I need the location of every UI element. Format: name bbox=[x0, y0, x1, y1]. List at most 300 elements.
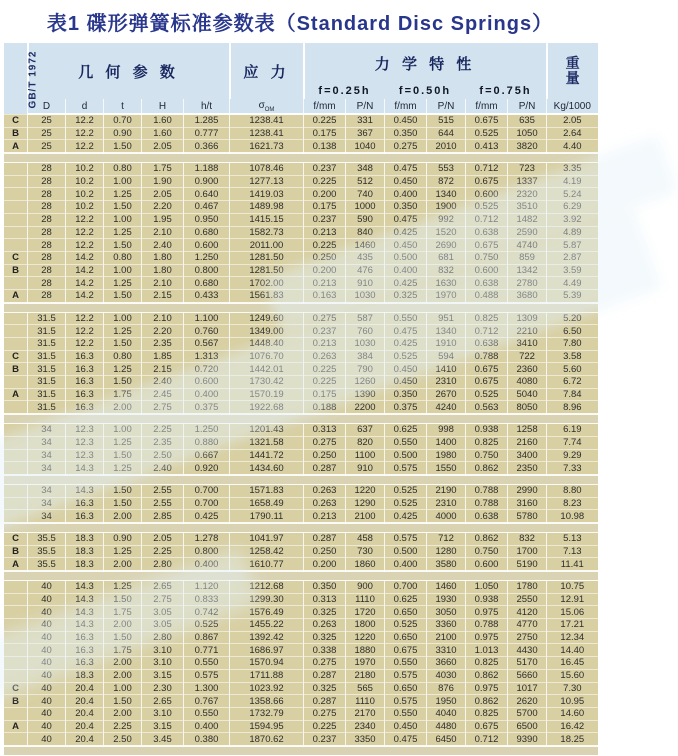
value-cell: 0.950 bbox=[184, 213, 230, 226]
value-cell: 590 bbox=[346, 213, 385, 226]
series-letter-cell: A bbox=[4, 558, 28, 571]
table-row bbox=[4, 449, 598, 462]
value-cell: 5190 bbox=[508, 558, 547, 571]
value-cell: 2550 bbox=[508, 593, 547, 606]
value-cell: 1790.11 bbox=[230, 510, 304, 523]
value-cell: 2990 bbox=[508, 484, 547, 497]
value-cell: 0.425 bbox=[385, 510, 427, 523]
value-cell: 0.550 bbox=[385, 657, 427, 670]
series-letter-cell: C bbox=[4, 251, 28, 264]
value-cell: 2.15 bbox=[142, 363, 184, 376]
value-cell: 2210 bbox=[508, 325, 547, 338]
value-cell: 1.300 bbox=[184, 682, 230, 695]
value-cell: 0.712 bbox=[466, 213, 508, 226]
value-cell: 20.4 bbox=[66, 707, 104, 720]
col-pn-3: P/N bbox=[508, 99, 547, 114]
value-cell: 0.675 bbox=[466, 720, 508, 733]
value-cell: 1.313 bbox=[184, 350, 230, 363]
value-cell: 840 bbox=[346, 226, 385, 239]
value-cell: 28 bbox=[28, 226, 66, 239]
value-cell: 0.760 bbox=[184, 325, 230, 338]
separator-row bbox=[4, 475, 598, 485]
value-cell: 1.285 bbox=[184, 114, 230, 127]
value-cell: 0.213 bbox=[304, 226, 346, 239]
value-cell: 1.100 bbox=[184, 312, 230, 325]
value-cell: 16.3 bbox=[66, 350, 104, 363]
value-cell: 1.75 bbox=[104, 606, 142, 619]
value-cell: 0.450 bbox=[385, 376, 427, 389]
value-cell: 1358.66 bbox=[230, 695, 304, 708]
value-cell: 0.975 bbox=[466, 682, 508, 695]
value-cell: 40 bbox=[28, 669, 66, 682]
value-cell: 2.40 bbox=[142, 462, 184, 475]
table-row bbox=[4, 388, 598, 401]
value-cell: 1582.73 bbox=[230, 226, 304, 239]
separator-cell bbox=[4, 303, 598, 313]
value-cell: 0.200 bbox=[304, 558, 346, 571]
value-cell: 1076.70 bbox=[230, 350, 304, 363]
value-cell: 31.5 bbox=[28, 350, 66, 363]
value-cell: 4120 bbox=[508, 606, 547, 619]
value-cell: 2.75 bbox=[142, 401, 184, 414]
value-cell: 2.05 bbox=[142, 140, 184, 153]
series-letter-cell bbox=[4, 312, 28, 325]
value-cell: 1.50 bbox=[104, 239, 142, 252]
value-cell: 3400 bbox=[508, 449, 547, 462]
value-cell: 7.74 bbox=[547, 436, 598, 449]
value-cell: 1.25 bbox=[104, 226, 142, 239]
value-cell: 2.40 bbox=[142, 239, 184, 252]
value-cell: 16.3 bbox=[66, 644, 104, 657]
separator-cell bbox=[4, 523, 598, 533]
value-cell: 12.2 bbox=[66, 213, 104, 226]
value-cell: 876 bbox=[427, 682, 466, 695]
value-cell: 2.55 bbox=[142, 497, 184, 510]
value-cell: 0.638 bbox=[466, 277, 508, 290]
value-cell: 0.450 bbox=[385, 720, 427, 733]
value-cell: 0.450 bbox=[385, 175, 427, 188]
value-cell: 2750 bbox=[508, 631, 547, 644]
table-row bbox=[4, 188, 598, 201]
value-cell: 10.2 bbox=[66, 175, 104, 188]
value-cell: 0.413 bbox=[466, 140, 508, 153]
series-letter-cell: C bbox=[4, 682, 28, 695]
value-cell: 0.862 bbox=[466, 532, 508, 545]
value-cell: 1100 bbox=[346, 449, 385, 462]
value-cell: 1.00 bbox=[104, 424, 142, 437]
value-cell: 1.50 bbox=[104, 497, 142, 510]
value-cell: 0.313 bbox=[304, 593, 346, 606]
value-cell: 1337 bbox=[508, 175, 547, 188]
value-cell: 12.3 bbox=[66, 449, 104, 462]
value-cell: 2.80 bbox=[142, 631, 184, 644]
value-cell: 10.75 bbox=[547, 581, 598, 594]
value-cell: 1930 bbox=[427, 593, 466, 606]
value-cell: 0.938 bbox=[466, 593, 508, 606]
value-cell: 18.3 bbox=[66, 558, 104, 571]
value-cell: 0.350 bbox=[385, 127, 427, 140]
value-cell: 8.80 bbox=[547, 484, 598, 497]
value-cell: 0.237 bbox=[304, 213, 346, 226]
value-cell: 1.80 bbox=[142, 264, 184, 277]
value-cell: 6.72 bbox=[547, 376, 598, 389]
value-cell: 2.00 bbox=[104, 510, 142, 523]
table-row bbox=[4, 424, 598, 437]
value-cell: 0.175 bbox=[304, 127, 346, 140]
value-cell: 1570.94 bbox=[230, 657, 304, 670]
value-cell: 16.3 bbox=[66, 401, 104, 414]
value-cell: 15.06 bbox=[547, 606, 598, 619]
value-cell: 0.425 bbox=[184, 510, 230, 523]
value-cell: 0.275 bbox=[304, 657, 346, 670]
value-cell: 0.525 bbox=[466, 388, 508, 401]
value-cell: 12.2 bbox=[66, 140, 104, 153]
series-letter-cell: B bbox=[4, 264, 28, 277]
value-cell: 3.10 bbox=[142, 707, 184, 720]
value-cell: 0.188 bbox=[304, 401, 346, 414]
value-cell: 1434.60 bbox=[230, 462, 304, 475]
value-cell: 14.3 bbox=[66, 593, 104, 606]
value-cell: 0.700 bbox=[385, 581, 427, 594]
value-cell: 2.35 bbox=[142, 436, 184, 449]
value-cell: 0.287 bbox=[304, 669, 346, 682]
value-cell: 0.525 bbox=[385, 350, 427, 363]
value-cell: 0.525 bbox=[385, 619, 427, 632]
value-cell: 910 bbox=[346, 277, 385, 290]
series-letter-cell bbox=[4, 436, 28, 449]
value-cell: 1340 bbox=[427, 325, 466, 338]
value-cell: 0.475 bbox=[385, 163, 427, 176]
value-cell: 28 bbox=[28, 277, 66, 290]
value-cell: 0.250 bbox=[304, 449, 346, 462]
value-cell: 872 bbox=[427, 175, 466, 188]
value-cell: 1.50 bbox=[104, 449, 142, 462]
value-cell: 4040 bbox=[427, 707, 466, 720]
table-row bbox=[4, 213, 598, 226]
value-cell: 0.325 bbox=[304, 631, 346, 644]
value-cell: 998 bbox=[427, 424, 466, 437]
value-cell: 951 bbox=[427, 312, 466, 325]
value-cell: 2.87 bbox=[547, 251, 598, 264]
value-cell: 2.50 bbox=[142, 449, 184, 462]
value-cell: 5780 bbox=[508, 510, 547, 523]
value-cell: 1482 bbox=[508, 213, 547, 226]
value-cell: 0.375 bbox=[385, 401, 427, 414]
value-cell: 1.50 bbox=[104, 140, 142, 153]
value-cell: 0.80 bbox=[104, 163, 142, 176]
value-cell: 16.3 bbox=[66, 631, 104, 644]
value-cell: 1.50 bbox=[104, 484, 142, 497]
value-cell: 1030 bbox=[346, 338, 385, 351]
value-cell: 1520 bbox=[427, 226, 466, 239]
value-cell: 0.237 bbox=[304, 163, 346, 176]
value-cell: 1950 bbox=[427, 695, 466, 708]
value-cell: 1.50 bbox=[104, 201, 142, 214]
value-cell: 0.638 bbox=[466, 338, 508, 351]
value-cell: 0.712 bbox=[466, 325, 508, 338]
table-row bbox=[4, 606, 598, 619]
value-cell: 14.2 bbox=[66, 277, 104, 290]
series-letter-cell: B bbox=[4, 363, 28, 376]
table-body bbox=[4, 114, 598, 755]
table-row bbox=[4, 695, 598, 708]
value-cell: 2.00 bbox=[104, 657, 142, 670]
value-cell: 0.638 bbox=[466, 226, 508, 239]
value-cell: 0.750 bbox=[466, 251, 508, 264]
value-cell: 0.325 bbox=[385, 289, 427, 302]
value-cell: 0.675 bbox=[466, 114, 508, 127]
separator-row bbox=[4, 414, 598, 424]
value-cell: 2.64 bbox=[547, 127, 598, 140]
value-cell: 367 bbox=[346, 127, 385, 140]
value-cell: 6500 bbox=[508, 720, 547, 733]
value-cell: 4.89 bbox=[547, 226, 598, 239]
value-cell: 2350 bbox=[508, 462, 547, 475]
value-cell: 31.5 bbox=[28, 338, 66, 351]
value-cell: 0.287 bbox=[304, 695, 346, 708]
value-cell: 20.4 bbox=[66, 682, 104, 695]
value-cell: 910 bbox=[346, 462, 385, 475]
value-cell: 35.5 bbox=[28, 558, 66, 571]
series-letter-cell bbox=[4, 277, 28, 290]
value-cell: 0.375 bbox=[184, 401, 230, 414]
series-letter-cell bbox=[4, 497, 28, 510]
value-cell: 2360 bbox=[508, 363, 547, 376]
weight-char-1: 重 bbox=[565, 55, 580, 71]
value-cell: 1460 bbox=[346, 239, 385, 252]
value-cell: 3050 bbox=[427, 606, 466, 619]
value-cell: 1621.73 bbox=[230, 140, 304, 153]
value-cell: 1448.40 bbox=[230, 338, 304, 351]
value-cell: 3660 bbox=[427, 657, 466, 670]
value-cell: 1280 bbox=[427, 545, 466, 558]
value-cell: 0.712 bbox=[466, 163, 508, 176]
value-cell: 1.85 bbox=[142, 350, 184, 363]
value-cell: 18.25 bbox=[547, 733, 598, 746]
value-cell: 0.475 bbox=[385, 733, 427, 746]
series-letter-cell bbox=[4, 226, 28, 239]
value-cell: 3510 bbox=[508, 201, 547, 214]
table-row bbox=[4, 312, 598, 325]
separator-cell bbox=[4, 153, 598, 163]
value-cell: 3.15 bbox=[142, 669, 184, 682]
value-cell: 1.250 bbox=[184, 251, 230, 264]
series-letter-cell bbox=[4, 631, 28, 644]
value-cell: 1880 bbox=[346, 644, 385, 657]
value-cell: 730 bbox=[346, 545, 385, 558]
value-cell: 12.91 bbox=[547, 593, 598, 606]
value-cell: 0.880 bbox=[184, 436, 230, 449]
value-cell: 1980 bbox=[427, 449, 466, 462]
standard-code-cell bbox=[4, 43, 38, 114]
value-cell: 40 bbox=[28, 695, 66, 708]
deflection-050h: f=0.50h bbox=[385, 83, 466, 99]
value-cell: 1.013 bbox=[466, 644, 508, 657]
value-cell: 5.24 bbox=[547, 188, 598, 201]
col-pn-2: P/N bbox=[427, 99, 466, 114]
value-cell: 0.275 bbox=[385, 140, 427, 153]
value-cell: 1017 bbox=[508, 682, 547, 695]
value-cell: 34 bbox=[28, 462, 66, 475]
value-cell: 384 bbox=[346, 350, 385, 363]
value-cell: 790 bbox=[346, 363, 385, 376]
value-cell: 34 bbox=[28, 449, 66, 462]
series-letter-cell bbox=[4, 733, 28, 746]
value-cell: 1.75 bbox=[142, 163, 184, 176]
separator-cell bbox=[4, 746, 598, 756]
table-row bbox=[4, 239, 598, 252]
value-cell: 1.90 bbox=[142, 175, 184, 188]
value-cell: 1.00 bbox=[104, 213, 142, 226]
value-cell: 4000 bbox=[427, 510, 466, 523]
table-row bbox=[4, 127, 598, 140]
value-cell: 0.550 bbox=[184, 707, 230, 720]
value-cell: 0.675 bbox=[466, 363, 508, 376]
value-cell: 1238.41 bbox=[230, 114, 304, 127]
series-letter-cell: B bbox=[4, 695, 28, 708]
value-cell: 1.25 bbox=[104, 277, 142, 290]
value-cell: 1700 bbox=[508, 545, 547, 558]
value-cell: 740 bbox=[346, 188, 385, 201]
value-cell: 2.80 bbox=[142, 558, 184, 571]
separator-row bbox=[4, 571, 598, 581]
col-d: d bbox=[66, 99, 104, 114]
value-cell: 0.163 bbox=[304, 289, 346, 302]
value-cell: 7.80 bbox=[547, 338, 598, 351]
value-cell: 28 bbox=[28, 251, 66, 264]
value-cell: 0.680 bbox=[184, 277, 230, 290]
value-cell: 0.900 bbox=[184, 175, 230, 188]
value-cell: 1.50 bbox=[104, 695, 142, 708]
value-cell: 512 bbox=[346, 175, 385, 188]
value-cell: 6450 bbox=[427, 733, 466, 746]
value-cell: 1922.68 bbox=[230, 401, 304, 414]
value-cell: 1299.30 bbox=[230, 593, 304, 606]
value-cell: 0.788 bbox=[466, 619, 508, 632]
value-cell: 1686.97 bbox=[230, 644, 304, 657]
table-row bbox=[4, 707, 598, 720]
value-cell: 0.400 bbox=[385, 558, 427, 571]
table-row bbox=[4, 401, 598, 414]
value-cell: 2.00 bbox=[104, 401, 142, 414]
value-cell: 0.275 bbox=[304, 312, 346, 325]
series-letter-cell: C bbox=[4, 350, 28, 363]
value-cell: 2.00 bbox=[104, 669, 142, 682]
value-cell: 1.00 bbox=[104, 312, 142, 325]
value-cell: 14.2 bbox=[66, 264, 104, 277]
value-cell: 0.225 bbox=[304, 175, 346, 188]
value-cell: 1410 bbox=[427, 363, 466, 376]
value-cell: 0.80 bbox=[104, 251, 142, 264]
separator-cell bbox=[4, 475, 598, 485]
value-cell: 0.788 bbox=[466, 484, 508, 497]
table-row bbox=[4, 593, 598, 606]
value-cell: 2620 bbox=[508, 695, 547, 708]
value-cell: 1.50 bbox=[104, 593, 142, 606]
col-ht: h/t bbox=[184, 99, 230, 114]
value-cell: 0.138 bbox=[304, 140, 346, 153]
series-letter-cell bbox=[4, 593, 28, 606]
value-cell: 0.350 bbox=[304, 581, 346, 594]
value-cell: 3.05 bbox=[142, 606, 184, 619]
value-cell: 0.200 bbox=[304, 188, 346, 201]
value-cell: 2.25 bbox=[104, 720, 142, 733]
value-cell: 1.188 bbox=[184, 163, 230, 176]
value-cell: 0.425 bbox=[385, 338, 427, 351]
value-cell: 0.400 bbox=[385, 188, 427, 201]
table-row bbox=[4, 510, 598, 523]
series-letter-cell: A bbox=[4, 289, 28, 302]
value-cell: 0.800 bbox=[184, 545, 230, 558]
separator-row bbox=[4, 153, 598, 163]
value-cell: 2.30 bbox=[142, 682, 184, 695]
value-cell: 2.45 bbox=[142, 388, 184, 401]
weight-char-2: 量 bbox=[565, 70, 580, 86]
value-cell: 2.35 bbox=[142, 338, 184, 351]
value-cell: 28 bbox=[28, 201, 66, 214]
value-cell: 4.40 bbox=[547, 140, 598, 153]
col-fmm-3: f/mm bbox=[466, 99, 508, 114]
value-cell: 0.750 bbox=[466, 449, 508, 462]
value-cell: 0.350 bbox=[385, 201, 427, 214]
value-cell: 832 bbox=[427, 264, 466, 277]
value-cell: 0.338 bbox=[304, 644, 346, 657]
value-cell: 0.525 bbox=[184, 619, 230, 632]
value-cell: 0.500 bbox=[385, 449, 427, 462]
value-cell: 0.450 bbox=[385, 114, 427, 127]
value-cell: 1800 bbox=[346, 619, 385, 632]
value-cell: 10.2 bbox=[66, 163, 104, 176]
value-cell: 3160 bbox=[508, 497, 547, 510]
value-cell: 2160 bbox=[508, 436, 547, 449]
value-cell: 5.20 bbox=[547, 312, 598, 325]
value-cell: 1561.83 bbox=[230, 289, 304, 302]
value-cell: 435 bbox=[346, 251, 385, 264]
value-cell: 9.29 bbox=[547, 449, 598, 462]
value-cell: 1.00 bbox=[104, 264, 142, 277]
table-row bbox=[4, 631, 598, 644]
value-cell: 1000 bbox=[346, 201, 385, 214]
value-cell: 0.638 bbox=[466, 510, 508, 523]
value-cell: 0.237 bbox=[304, 325, 346, 338]
value-cell: 1281.50 bbox=[230, 251, 304, 264]
value-cell: 0.500 bbox=[385, 545, 427, 558]
value-cell: 40 bbox=[28, 682, 66, 695]
value-cell: 16.3 bbox=[66, 510, 104, 523]
value-cell: 2.25 bbox=[142, 545, 184, 558]
value-cell: 1041.97 bbox=[230, 532, 304, 545]
value-cell: 10.95 bbox=[547, 695, 598, 708]
value-cell: 6.19 bbox=[547, 424, 598, 437]
separator-row bbox=[4, 746, 598, 756]
value-cell: 0.525 bbox=[466, 127, 508, 140]
value-cell: 1658.49 bbox=[230, 497, 304, 510]
series-letter-cell bbox=[4, 669, 28, 682]
value-cell: 0.675 bbox=[466, 239, 508, 252]
value-cell: 40 bbox=[28, 720, 66, 733]
value-cell: 34 bbox=[28, 510, 66, 523]
value-cell: 637 bbox=[346, 424, 385, 437]
table-row bbox=[4, 644, 598, 657]
value-cell: 1419.03 bbox=[230, 188, 304, 201]
value-cell: 0.366 bbox=[184, 140, 230, 153]
value-cell: 40 bbox=[28, 581, 66, 594]
value-cell: 0.700 bbox=[184, 484, 230, 497]
value-cell: 0.475 bbox=[385, 325, 427, 338]
value-cell: 515 bbox=[427, 114, 466, 127]
value-cell: 2.00 bbox=[104, 707, 142, 720]
value-cell: 2690 bbox=[427, 239, 466, 252]
